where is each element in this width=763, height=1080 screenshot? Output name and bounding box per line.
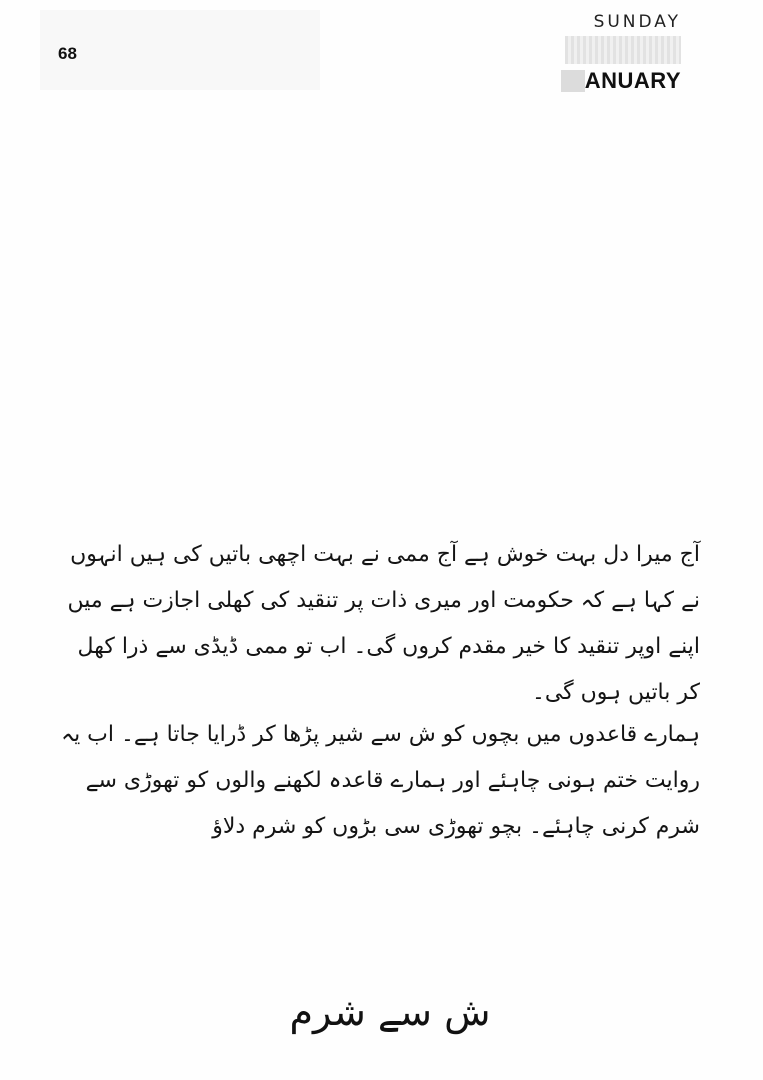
paragraph-text: ہمارے قاعدوں میں بچوں کو ش سے شیر پڑھا کر ڈرایا جاتا ہے۔ اب یہ روایت ختم ہونی چاہئے اور ہمارے قاعدہ لکھنے والوں کو تھوڑی سے شرم کرنی چاہئے۔ بچو تھوڑی سی بڑوں کو شرم دلاؤ xyxy=(61,722,700,839)
closing-heading: ش سے شرم xyxy=(289,990,491,1034)
date-row xyxy=(561,34,681,92)
month-name: ANUARY xyxy=(584,68,681,93)
page-number: 68 xyxy=(58,44,77,63)
paragraph-text: آج میرا دل بہت خوش ہے آج ممی نے بہت اچھی باتیں کی ہیں انہوں نے کہا ہے کہ حکومت اور میری ذات پر تنقید کی کھلی اجازت ہے میں اپنے اوپر تنقید کا خیر مقدم کروں گی۔ اب تو ممی ڈیڈی سے ذرا کھل کر باتیں ہوں گی۔ xyxy=(67,542,700,705)
diary-entry-paragraph xyxy=(60,712,700,850)
month-smudge xyxy=(561,70,585,92)
diary-entry-paragraph xyxy=(60,532,700,716)
date-digits-smudge xyxy=(565,36,681,64)
day-name: SUNDAY xyxy=(593,12,681,32)
bleed-through-patch xyxy=(40,10,320,90)
date-header xyxy=(561,12,681,92)
